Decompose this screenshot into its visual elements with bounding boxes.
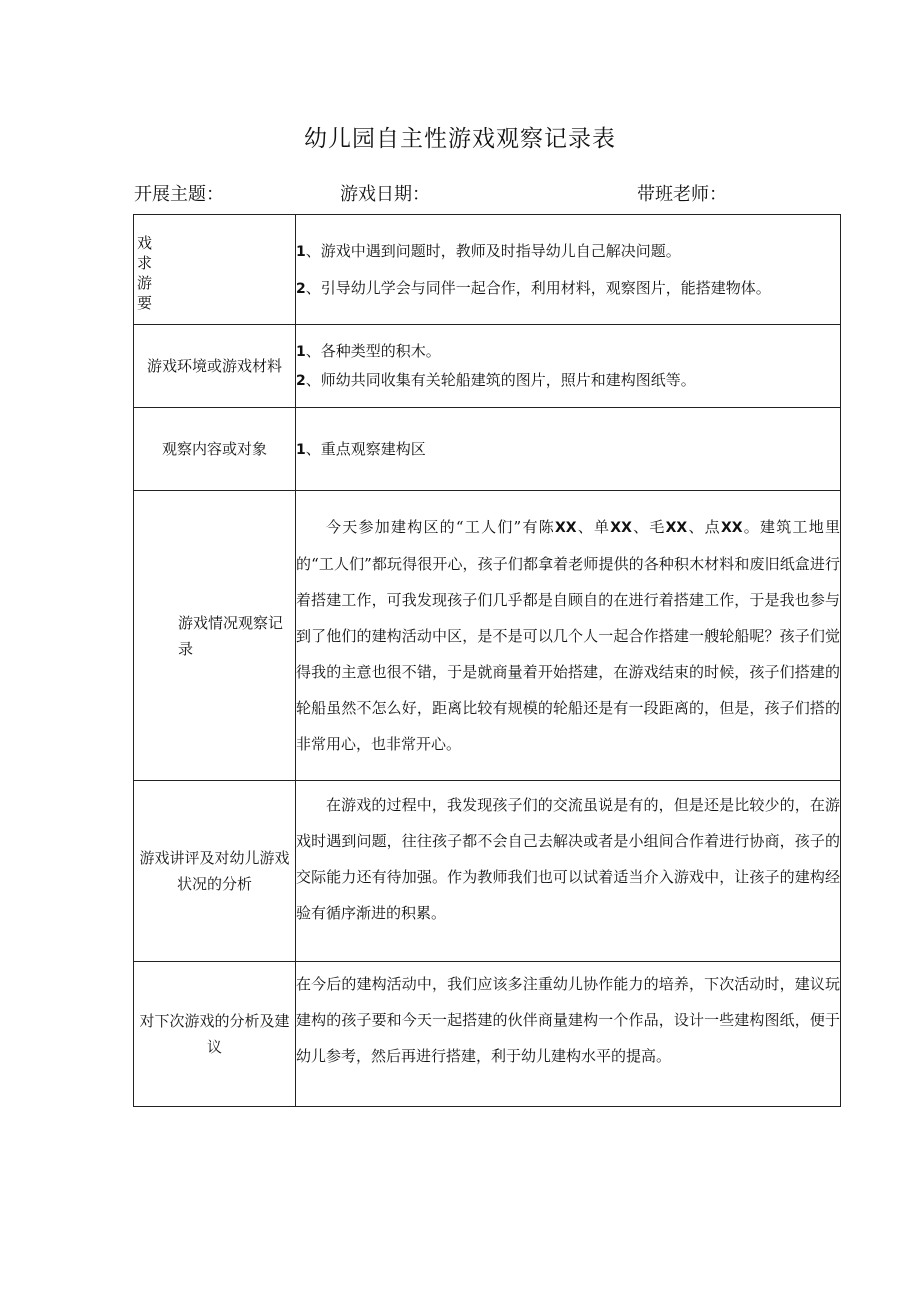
table-row bbox=[134, 325, 841, 408]
row-label-requirements bbox=[134, 215, 296, 325]
observation-record-text: 今天参加建构区的“工人们”有陈XX、单XX、毛XX、点XX。建筑工地里的“工人们”都玩得很开心，孩子们都拿着老师提供的各种积木材料和废旧纸盒进行着搭建工作，可我发现孩子们几乎都是自顾自的在进行着搭建工作，于是我也参与到了他们的建构活动中区，是不是可以几个人一起合作搭建一艘轮船呢？孩子们觉得我的主意也很不错，于是就商量着开始搭建，在游戏结束的时候，孩子们搭建的轮船虽然不怎么好，距离比较有规模的轮船还是有一段距离的，但是，孩子们搭的非常用心，也非常开心。 bbox=[296, 518, 840, 753]
table-row bbox=[134, 215, 841, 325]
row-content-observation-target bbox=[296, 408, 841, 491]
list-item: 2、引导幼儿学会与同伴一起合作，利用材料，观察图片，能搭建物体。 bbox=[296, 278, 771, 297]
table-row bbox=[134, 408, 841, 491]
row-label-materials: 游戏环境或游戏材料 bbox=[134, 325, 296, 408]
row-label-text: 戏求游要 bbox=[137, 234, 153, 312]
row-content-observation-record bbox=[296, 491, 841, 781]
list-item: 1、游戏中遇到问题时，教师及时指导幼儿自己解决问题。 bbox=[296, 241, 681, 260]
row-content-requirements bbox=[296, 215, 841, 325]
row-content-evaluation bbox=[296, 781, 841, 962]
teacher-label: 带班老师： bbox=[637, 184, 727, 205]
table-row bbox=[134, 491, 841, 781]
row-label-observation-target: 观察内容或对象 bbox=[134, 408, 296, 491]
observation-table bbox=[133, 214, 841, 1107]
evaluation-text: 在游戏的过程中，我发现孩子们的交流虽说是有的，但是还是比较少的，在游戏时遇到问题，往往孩子都不会自己去解决或者是小组间合作着进行协商，孩子的交际能力还有待加强。作为教师我们也可以试着适当介入游戏中，让孩子的建构经验有循序渐进的积累。 bbox=[296, 796, 840, 922]
list-item: 1、各种类型的积木。 bbox=[296, 342, 441, 360]
row-content-suggestions bbox=[296, 962, 841, 1107]
row-label-suggestions: 对下次游戏的分析及建议 bbox=[134, 962, 296, 1107]
suggestions-text: 在今后的建构活动中，我们应该多注重幼儿协作能力的培养，下次活动时，建议玩建构的孩子要和今天一起搭建的伙伴商量建构一个作品，设计一些建构图纸，便于幼儿参考，然后再进行搭建，利于幼儿建构水平的提高。 bbox=[296, 975, 840, 1065]
list-item: 2、师幼共同收集有关轮船建筑的图片，照片和建构图纸等。 bbox=[296, 371, 696, 389]
row-label-evaluation: 游戏讲评及对幼儿游戏状况的分析 bbox=[134, 781, 296, 962]
row-label-observation-record: 游戏情况观察记录 bbox=[134, 491, 296, 781]
theme-label: 开展主题： bbox=[134, 184, 224, 205]
list-item: 1、重点观察建构区 bbox=[296, 439, 426, 458]
table-row bbox=[134, 781, 841, 962]
date-label: 游戏日期： bbox=[340, 184, 430, 205]
row-content-materials bbox=[296, 325, 841, 408]
table-row bbox=[134, 962, 841, 1107]
page-title: 幼儿园自主性游戏观察记录表 bbox=[304, 126, 616, 152]
